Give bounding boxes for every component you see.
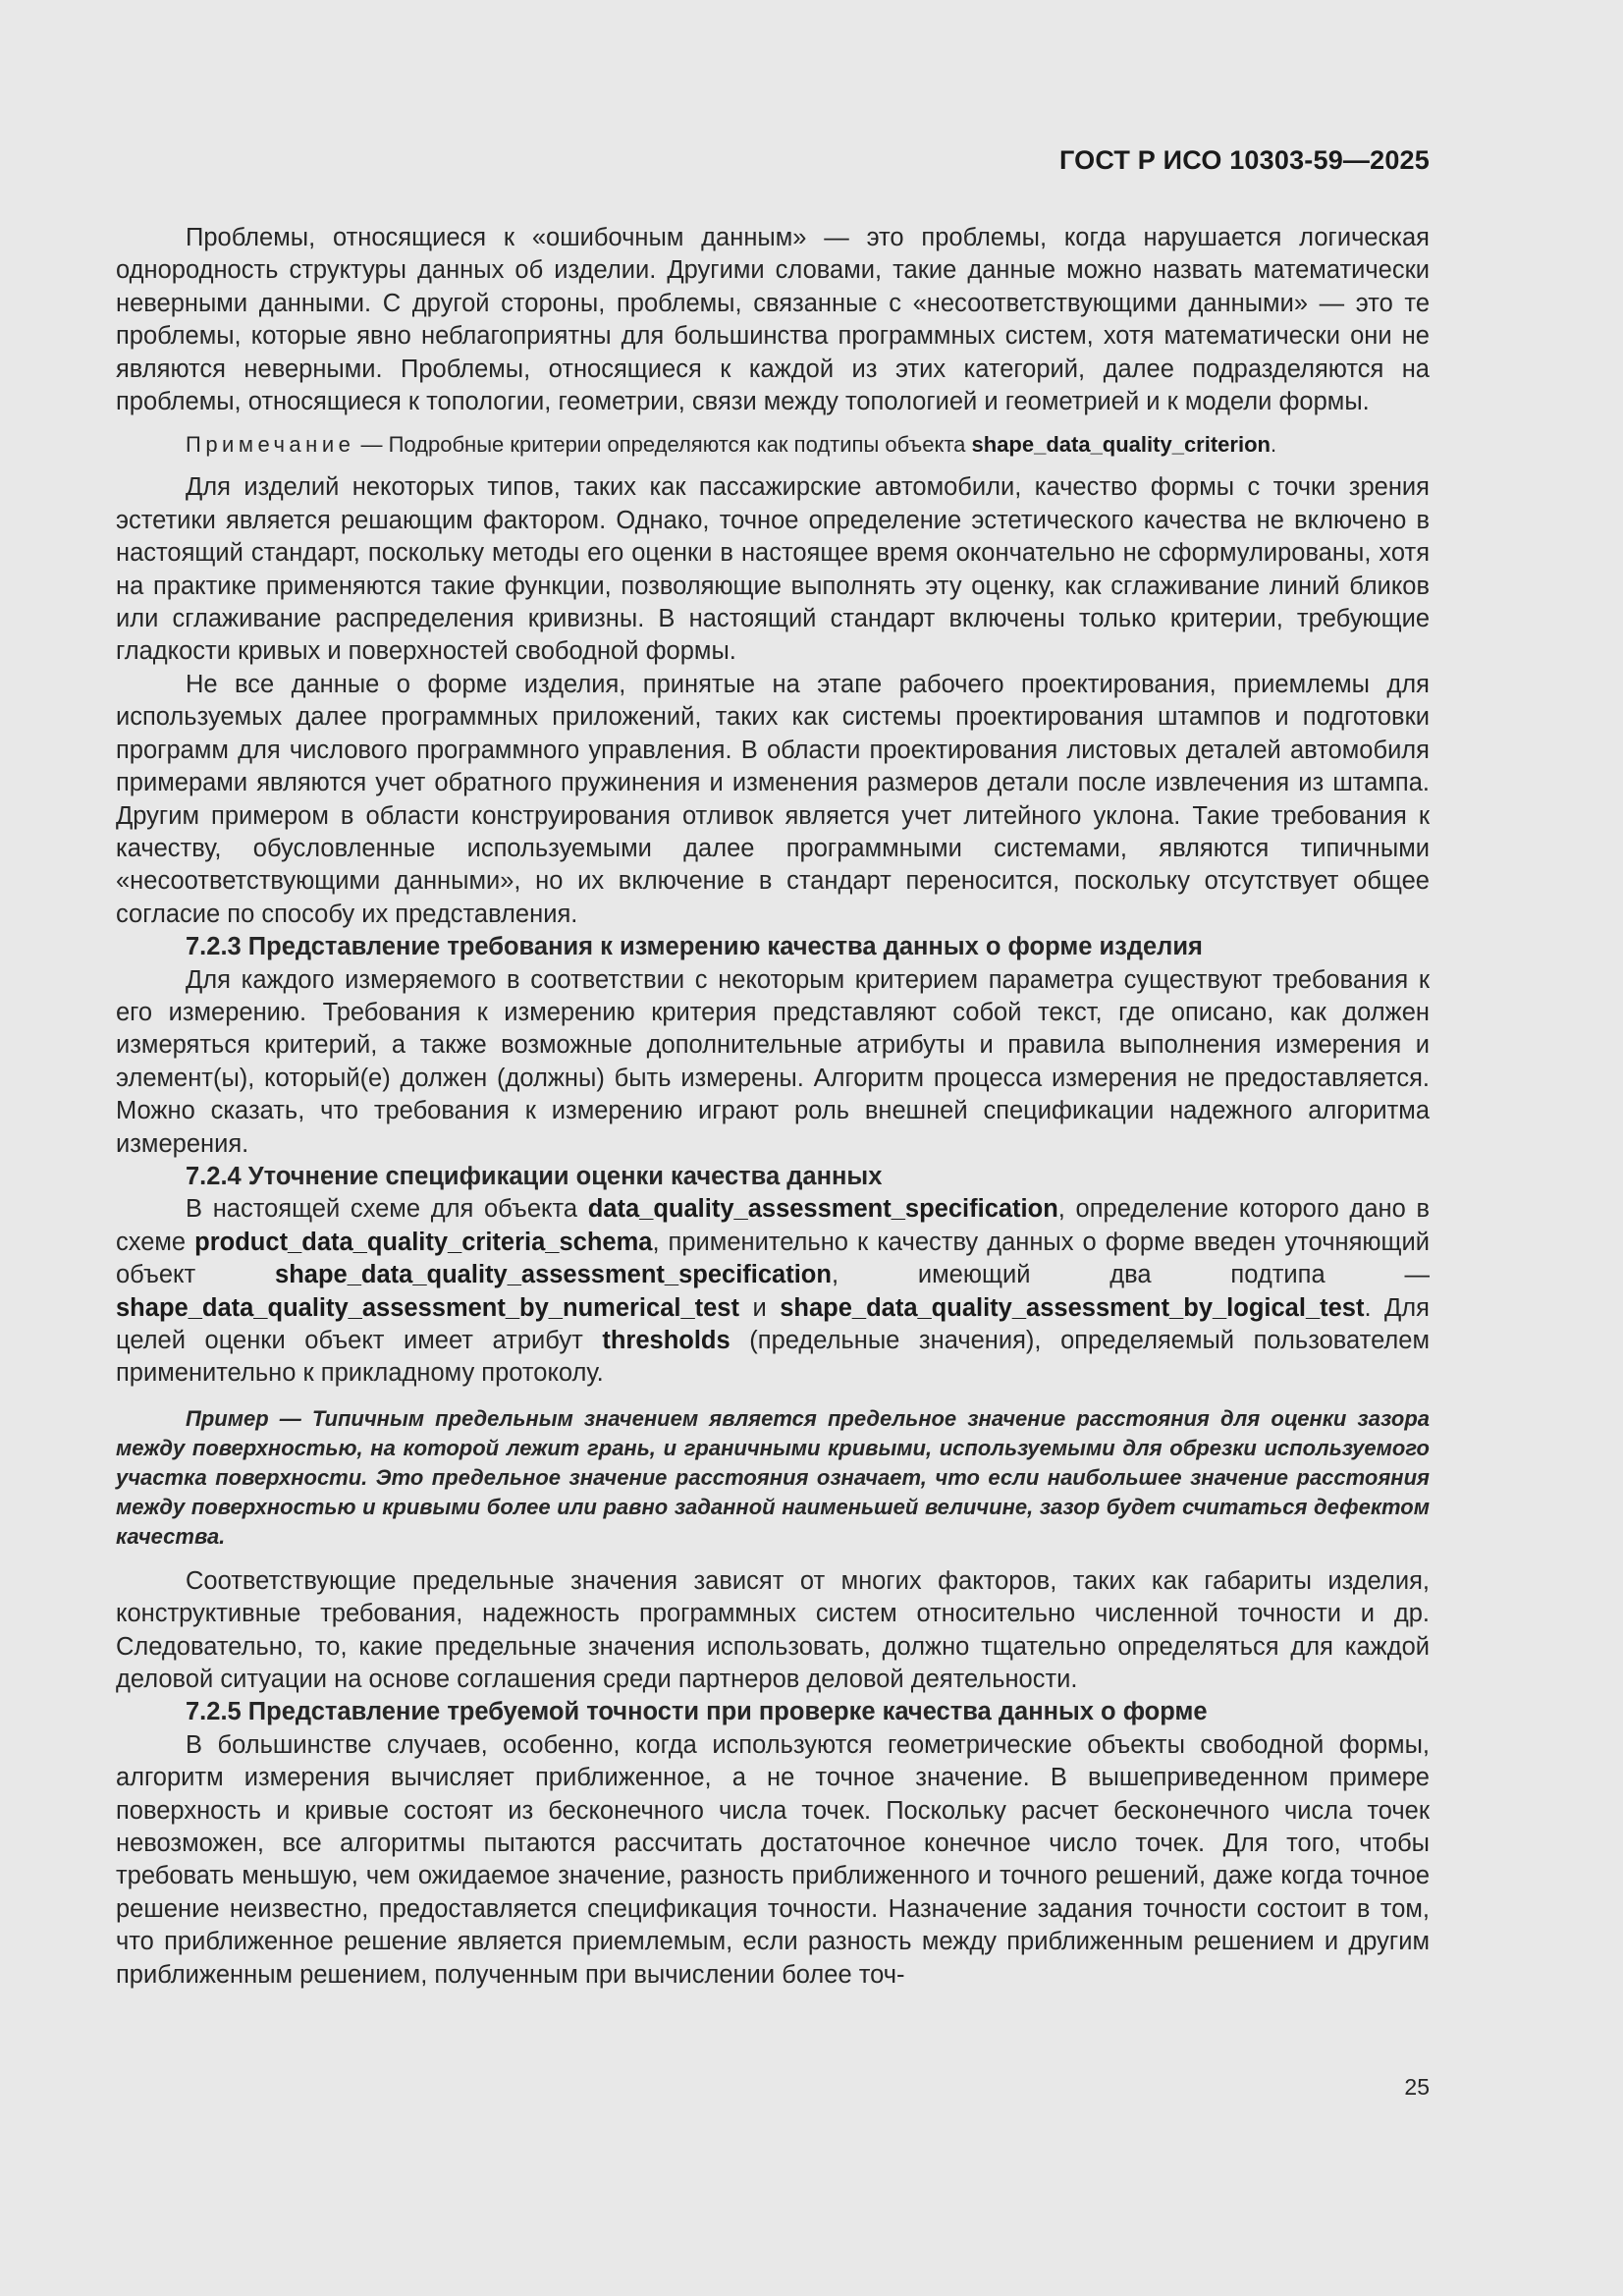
text-run: В настоящей схеме для объекта [186, 1195, 588, 1224]
paragraph-downstream-requirements: Не все данные о форме изделия, принятые на этапе рабочего проектирования, приемлемы для используемых далее программных приложений, таких как системы проектирования штампов и подготовки программ для числового программного управления. В области проектирования листовых деталей автомобиля примерами являются учет обратного пружинения и изменения размеров детали после извлечения из штампа. Другим примером в области конструирования отливок является учет литейного уклона. Такие требования к качеству, обусловленные используемыми далее программными системами, являются типичными «несоответствующими данными», но их включение в стандарт переносится, поскольку отсутствует общее согласие по способу их представления. [116, 670, 1430, 928]
page-body [116, 222, 1430, 1992]
section-heading-7-2-3: 7.2.3 Представление требования к измерению качества данных о форме изделия [186, 933, 1203, 961]
note-end: . [1270, 432, 1277, 458]
paragraph-accuracy: В большинстве случаев, особенно, когда используются геометрические объекты свободной формы, алгоритм измерения вычисляет приближенное, а не точное значение. В вышеприведенном примере поверхность и кривые состоят из бесконечного числа точек. Поскольку расчет бесконечного числа точек невозможен, все алгоритмы пытаются рассчитать достаточное конечное число точек. Для того, чтобы требовать меньшую, чем ожидаемое значение, разность приближенного и точного решений, даже когда точное решение неизвестно, предоставляется спецификация точности. Назначение задания точности состоит в том, что приближенное решение является приемлемым, если разность между приближенным решением и другим приближенным решением, полученным при вычислении более точ- [116, 1730, 1430, 1989]
text-run: и [739, 1293, 781, 1322]
entity-name: shape_data_quality_assessment_by_numerical_test [116, 1293, 739, 1322]
text-run: (предельные значения), определяемый пользователем применительно к прикладному протоколу. [116, 1327, 1431, 1388]
schema-name: product_data_quality_criteria_schema [194, 1228, 653, 1256]
text-run: , имеющий два подтипа — [831, 1261, 1430, 1289]
paragraph-aesthetic-quality: Для изделий некоторых типов, таких как пассажирские автомобили, качество формы с точки зрения эстетики является решающим фактором. Однако, точное определение эстетического качества не включено в настоящий стандарт, поскольку методы его оценки в настоящее время окончательно не сформулированы, хотя на практике применяются такие функции, позволяющие выполнять эту оценку, как сглаживание линий бликов или сглаживание распределения кривизны. В настоящий стандарт включены только критерии, требующие гладкости кривых и поверхностей свободной формы. [116, 473, 1430, 666]
text-run: , определение которого дано в схеме [116, 1195, 1430, 1256]
entity-name: shape_data_quality_assessment_specification [275, 1261, 832, 1289]
note-term: shape_data_quality_criterion [971, 432, 1271, 458]
paragraph-erroneous-data: Проблемы, относящиеся к «ошибочным данным» — это проблемы, когда нарушается логическая однородность структуры данных об изделии. Другими словами, такие данные можно назвать математически неверными данными. С другой стороны, проблемы, связанные с «несоответствующими данными» — это те проблемы, которые явно неблагоприятны для большинства программных систем, хотя математически они не являются неверными. Проблемы, относящиеся к каждой из этих категорий, далее подразделяются на проблемы, относящиеся к топологии, геометрии, связи между топологией и геометрией и к модели формы. [116, 224, 1430, 416]
paragraph-assessment-specification [116, 1193, 1430, 1390]
page-number: 25 [1404, 2074, 1430, 2100]
example-block: Пример — Типичным предельным значением является предельное значение расстояния для оценки зазора между поверхностью, на которой лежит грань, и граничными кривыми, используемыми для обрезки используемого участка поверхности. Это предельное значение расстояния означает, что если наибольшее значение расстояния между поверхностью и кривыми более или равно заданной наименьшей величине, зазор будет считаться дефектом качества. [116, 1405, 1430, 1549]
text-run: , применительно к качеству данных о форме введен уточняющий объект [116, 1228, 1430, 1289]
paragraph-measurement-requirements: Для каждого измеряемого в соответствии с некоторым критерием параметра существуют требования к его измерению. Требования к измерению критерия представляют собой текст, где описано, как должен измеряться критерий, а также возможные дополнительные атрибуты и правила выполнения измерения и элемент(ы), который(е) должен (должны) быть измерены. Алгоритм процесса измерения не предоставляется. Можно сказать, что требования к измерению играют роль внешней спецификации надежного алгоритма измерения. [116, 965, 1430, 1158]
note-text: — Подробные критерии определяются как подтипы объекта [354, 432, 972, 458]
note-label: Примечание [186, 432, 355, 458]
paragraph-thresholds-factors: Соответствующие предельные значения зависят от многих факторов, таких как габариты изделия, конструктивные требования, надежность программных систем относительно численной точности и др. Следовательно, то, какие предельные значения использовать, должно тщательно определяться для каждой деловой ситуации на основе соглашения среди партнеров деловой деятельности. [116, 1566, 1430, 1694]
attribute-name: thresholds [602, 1327, 730, 1354]
standard-header: ГОСТ Р ИСО 10303-59—2025 [1059, 145, 1430, 175]
entity-name: shape_data_quality_assessment_by_logical_test [780, 1293, 1365, 1322]
text-run: . Для целей оценки объект имеет атрибут [116, 1293, 1430, 1354]
entity-name: data_quality_assessment_specification [587, 1195, 1058, 1224]
note [116, 430, 1430, 460]
section-heading-7-2-4: 7.2.4 Уточнение спецификации оценки качества данных [186, 1162, 883, 1190]
section-heading-7-2-5: 7.2.5 Представление требуемой точности при проверке качества данных о форме [186, 1698, 1208, 1726]
